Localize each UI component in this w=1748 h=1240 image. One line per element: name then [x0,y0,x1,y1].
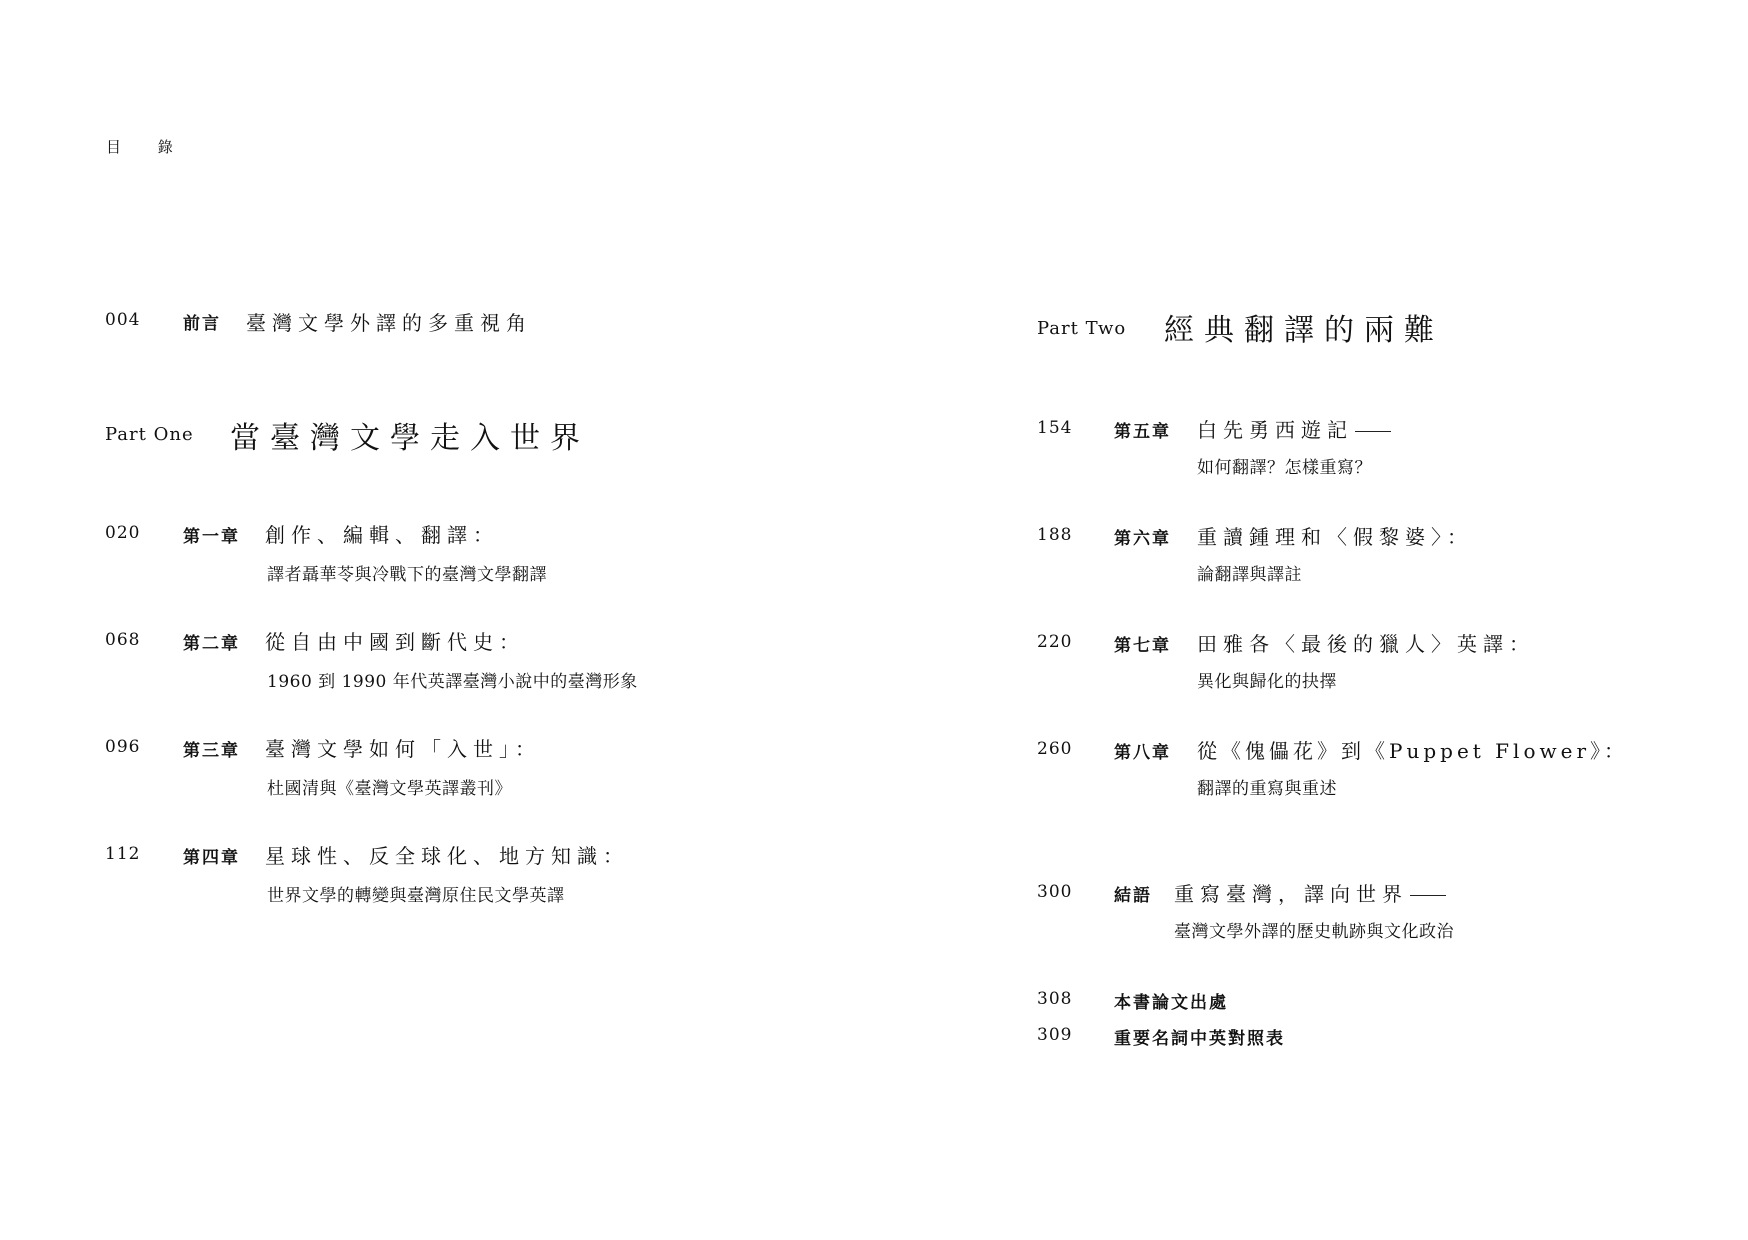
chapter-title[interactable]: 臺灣文學如何「入世」： [265,737,541,761]
back-matter-glossary[interactable]: 重要名詞中英對照表 [1114,1029,1285,1049]
toc-page-number: 112 [105,844,141,864]
chapter-subtitle: 1960 到 1990 年代英譯臺灣小說中的臺灣形象 [267,672,638,692]
chapter-title[interactable]: 星球性、反全球化、地方知識： [265,844,629,868]
running-head: 目 錄 [106,138,189,156]
back-matter-page-number: 309 [1037,1025,1073,1045]
toc-page-number: 188 [1037,525,1073,545]
preface-page-number: 004 [105,310,141,330]
part-one-label: Part One [105,424,194,445]
chapter-label: 第二章 [183,634,240,654]
conclusion-label: 結語 [1114,886,1152,906]
toc-page-number: 260 [1037,739,1073,759]
chapter-title[interactable]: 創作、編輯、翻譯： [265,523,499,547]
back-matter-sources[interactable]: 本書論文出處 [1114,993,1228,1013]
toc-page-number: 154 [1037,418,1073,438]
chapter-subtitle: 異化與歸化的抉擇 [1197,672,1337,692]
chapter-label: 第四章 [183,848,240,868]
toc-page-number: 220 [1037,632,1073,652]
em-dash [1410,895,1446,896]
chapter-subtitle: 世界文學的轉變與臺灣原住民文學英譯 [267,886,565,906]
chapter-subtitle: 翻譯的重寫與重述 [1197,779,1337,799]
chapter-label: 第八章 [1114,743,1171,763]
chapter-subtitle: 杜國清與《臺灣文學英譯叢刊》 [267,779,512,799]
part-one-title: 當臺灣文學走入世界 [230,421,590,456]
chapter-title[interactable] [1197,414,1391,443]
toc-page-number: 068 [105,630,141,650]
part-two-label: Part Two [1037,318,1127,339]
chapter-title-text: 白先勇西遊記 [1197,418,1353,442]
toc-page-number: 020 [105,523,141,543]
chapter-label: 第三章 [183,741,240,761]
em-dash [1355,431,1391,432]
chapter-title[interactable]: 從自由中國到斷代史： [265,630,525,654]
toc-page-number: 096 [105,737,141,757]
conclusion-title-text: 重寫臺灣，譯向世界 [1174,882,1408,906]
chapter-subtitle: 論翻譯與譯註 [1197,565,1302,585]
part-two-title: 經典翻譯的兩難 [1164,313,1444,348]
conclusion-title[interactable] [1174,878,1446,907]
preface-title[interactable]: 臺灣文學外譯的多重視角 [246,311,532,335]
preface-label: 前言 [183,314,221,334]
chapter-title[interactable]: 田雅各〈最後的獵人〉英譯： [1197,632,1535,656]
chapter-title[interactable]: 重讀鍾理和〈假黎婆〉： [1197,525,1473,549]
chapter-title[interactable]: 從《傀儡花》到《Puppet Flower》： [1197,739,1629,763]
chapter-subtitle: 譯者聶華苓與冷戰下的臺灣文學翻譯 [267,565,547,585]
chapter-subtitle: 如何翻譯？怎樣重寫？ [1197,458,1372,478]
conclusion-page-number: 300 [1037,882,1073,902]
back-matter-page-number: 308 [1037,989,1073,1009]
chapter-label: 第七章 [1114,636,1171,656]
chapter-label: 第五章 [1114,422,1171,442]
chapter-label: 第六章 [1114,529,1171,549]
chapter-label: 第一章 [183,527,240,547]
conclusion-subtitle: 臺灣文學外譯的歷史軌跡與文化政治 [1174,922,1454,942]
